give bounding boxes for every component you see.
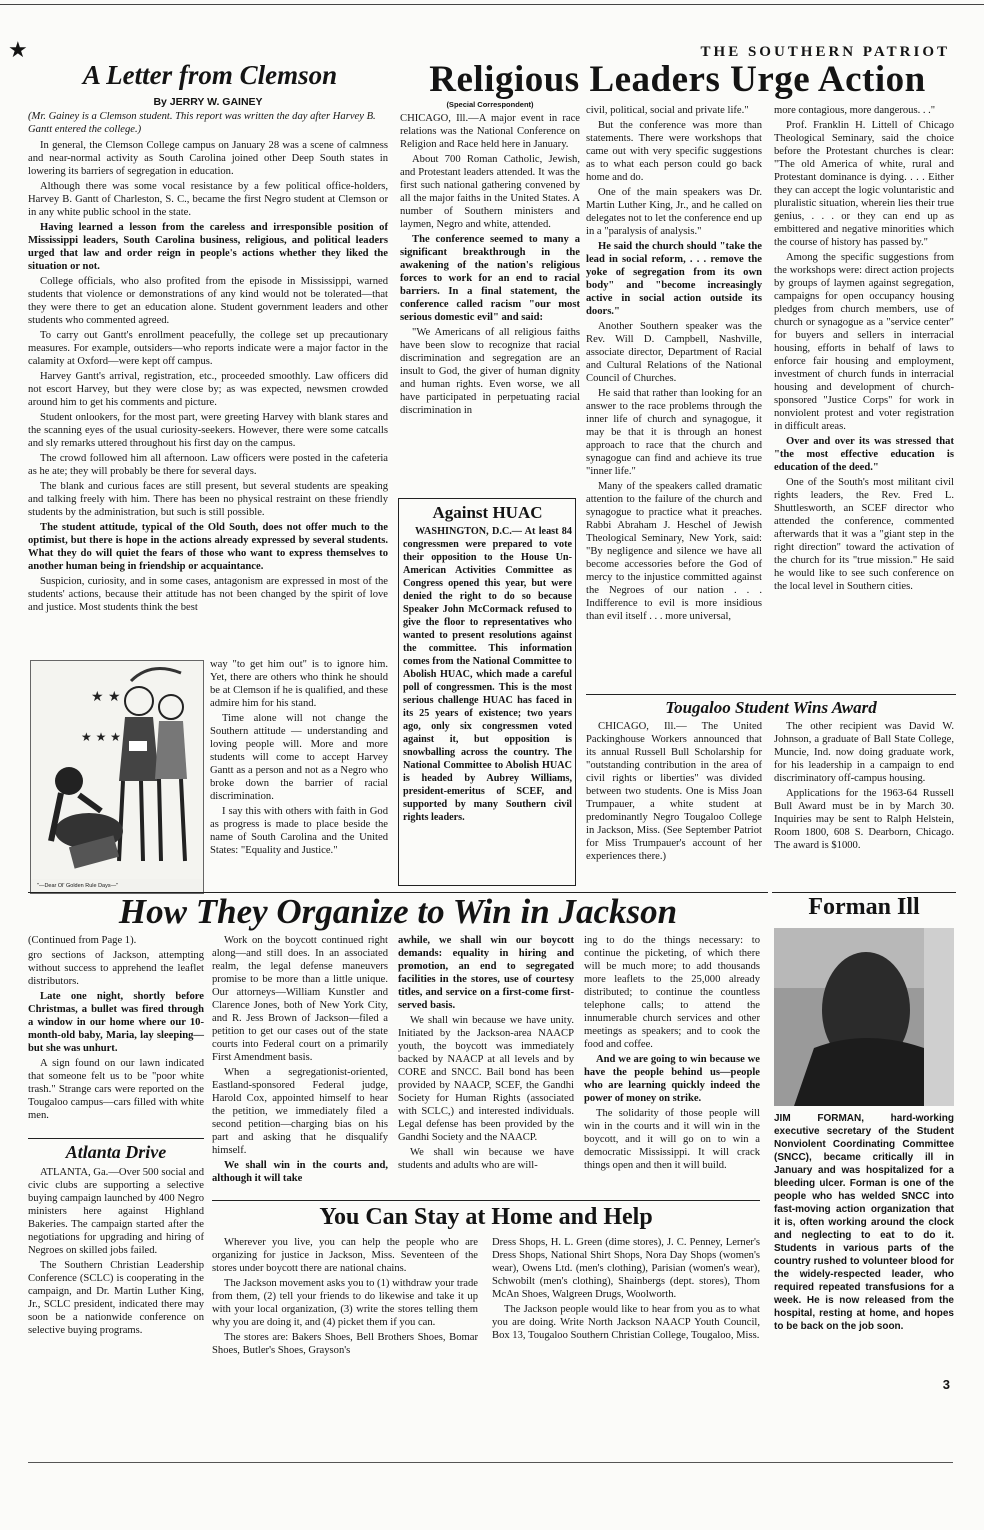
jackson-paragraph: A sign found on our lawn indicated that someone felt us to be "poor white trash." Strange cars were reported on the Tougaloo campus—cars filled with white men. — [28, 1058, 204, 1121]
forman-caption: JIM FORMAN, hard-working executive secretary of the Student Nonviolent Coordinating Committee (SNCC), became critically ill in January and was hospitalized for a bleeding ulcer. Forman is one of the people who has welded SNCC into fast-moving action organization that it is, often working around the clock and neglecting to eat to do it. Students in various parts of the country rushed to volunteer blood for the widely-respected leader, who required repeated transfusions for a week. He is now released from the hospital, resting at home, and hopes to be back on the job soon. — [774, 1113, 954, 1332]
svg-text:★ ★ ★: ★ ★ ★ — [81, 730, 121, 744]
jackson-paragraph: We shall win because we have students and adults who are will- — [398, 1147, 574, 1171]
religious-paragraph: But the conference was more than statements. There were workshops that came out with very specific suggestions as to what each person could go back home and do. — [586, 120, 762, 183]
jackson-column-4 — [584, 934, 760, 1174]
forman-top-rule — [772, 892, 956, 893]
top-border-rule — [0, 4, 984, 5]
home-column-1 — [212, 1236, 478, 1359]
home-paragraph: Wherever you live, you can help the people who are organizing for justice in Jackson, Miss. Seventeen of the stores under boycott there are national chains. — [212, 1237, 478, 1274]
huac-body: WASHINGTON, D.C.— At least 84 congressmen were prepared to vote their opposition to the House Un-American Activities Committee as Congress opened this year, but were denied the right to do so because Speaker John McCormack refused to give the floor to representatives who wanted to present resolutions against the committee. This information comes from the National Committee to Abolish HUAC, which made a careful poll of congressmen. This is the most serious challenge HUAC has faced in its 25 years of existence; two years ago, only six congressmen voted against it, but opposition is snowballing across the country. The National Committee to Abolish HUAC is headed by Aubrey Williams, president-emeritus of SCEF, and supported by many Southern civil rights leaders. — [403, 526, 572, 823]
clemson-paragraph: Student onlookers, for the most part, were greeting Harvey with blank stares and the scanning eyes of the usual curiosity-seekers. However, there were some catcalls and sly remarks uttered throughout his first day on the campus. — [28, 412, 388, 449]
religious-paragraph: Another Southern speaker was the Rev. Will D. Campbell, Nashville, associate director, Department of Racial and Cultural Relations of the National Council of Churches. — [586, 321, 762, 384]
clemson-byline: By JERRY W. GAINEY — [153, 96, 263, 108]
jackson-paragraph: Work on the boycott continued right along—and still does. In an associated realm, the legal defense maneuvers promise to be more than a little unique. Our attorneys—William Kunstler and Clarence Jones, both of New York City, and R. Jess Brown of Jackson—filed a petition to get our cases out of the state courts into Federal court on a primarily First Amendment basis. — [212, 935, 388, 1063]
clemson-paragraph: Harvey Gantt's arrival, registration, etc., proceeded smoothly. Law officers did not escort Harvey, but they were close by; as was expected, newsmen crowded around him to get his comments and picture. — [28, 371, 388, 408]
religious-paragraph: Prof. Franklin H. Littell of Chicago Theological Seminary, said the choice before the Protestant churches is clear: "The old America of white, rural and Protestant dominance is dying. . . . Either they can accept the logic voluntaristic and pluralistic situation, wherein lies their true genius, . . . or they can end up as embittered and negative minorities which the course of history has passed by." — [774, 120, 954, 248]
jackson-paragraph: ing to do the things necessary: to continue the picketing, of which there will be much more; to add thousands more leaflets to the 25,000 already distributed; to continue the countless telephone calls; to attend the innumerable church services and other meetings as speakers; and to cook the food and coffee. — [584, 935, 760, 1050]
portrait-image — [774, 928, 954, 1106]
home-top-rule — [212, 1200, 760, 1201]
huac-headline: Against HUAC — [432, 503, 543, 522]
cartoon-drawing — [31, 661, 203, 879]
page-number: 3 — [942, 1377, 950, 1392]
religious-paragraph: He said the church should "take the lead in social reform, . . . remove the yoke of segregation from its own body" and "become increasingly active in social action outside its doors." — [586, 241, 762, 317]
atlanta-paragraph: ATLANTA, Ga.—Over 500 social and civic clubs are supporting a selective buying campaign launched by 400 Negro ministers here against Highland Bakeries. The campaign started after the negotiations for upgrading and hiring of Negroes on skilled jobs failed. — [28, 1167, 204, 1256]
forman-headline: Forman Ill — [808, 894, 920, 920]
clemson-paragraph: Although there was some vocal resistance by a few political office-holders, Harvey B. Gantt of Charleston, S. C., became the first Negro student at Clemson or in any white public school in the state. — [28, 181, 388, 218]
jackson-paragraph: Late one night, shortly before Christmas, a bullet was fired through a window in our home where our 10-month-old baby, Maria, lay sleeping—but she was unhurt. — [28, 991, 204, 1054]
tougaloo-column-2 — [774, 720, 954, 854]
religious-paragraph: The conference seemed to many a significant breakthrough in the awakening of the nation's religious forces to work for an end to racial barriers. In a final statement, the conference called racism "our most serious domestic evil" and said: — [400, 234, 580, 323]
home-paragraph: The stores are: Bakers Shoes, Bell Brothers Shoes, Bomar Shoes, Butler's Shoes, Grayson's — [212, 1332, 478, 1356]
clemson-paragraph: I say this with others with faith in God as progress is made to place beside the name of South Carolina and the United States: "Equality and Justice." — [210, 806, 388, 856]
star-icon: ★ — [8, 38, 28, 63]
jackson-column-1 — [28, 934, 204, 1124]
religious-headline: Religious Leaders Urge Action — [429, 59, 926, 100]
home-headline: You Can Stay at Home and Help — [319, 1204, 653, 1230]
clemson-paragraph: The blank and curious faces are still present, but several students are speaking and talking freely with him. There has been no physical restraint on these friendly students by the administration, but such is still possible. — [28, 481, 388, 518]
tougaloo-paragraph: CHICAGO, Ill.— The United Packinghouse Workers announced that its annual Russell Bull Scholarship for "outstanding contribution in the area of civil rights or liberties" was divided between two students. One is Miss Joan Trumpauer, a white student at predominantly Negro Tougaloo College in Jackson, Miss. (See September Patriot for Miss Trumpauer's account of her experiences there.) — [586, 721, 762, 862]
tougaloo-top-rule — [586, 694, 956, 695]
atlanta-headline: Atlanta Drive — [65, 1142, 167, 1162]
jackson-paragraph: (Continued from Page 1). — [28, 935, 137, 946]
forman-photo — [774, 928, 954, 1106]
home-paragraph: The Jackson movement asks you to (1) withdraw your trade from them, (2) tell your friends to do likewise and take it up with your local organization, (3) write the stores telling them why you are doing it, and (4) picket them if you can. — [212, 1278, 478, 1328]
clemson-paragraph: The crowd followed him all afternoon. Law officers were posted in the cafeteria as he ate; they will probably be there for several days. — [28, 453, 388, 477]
jackson-paragraph: We shall win because we have unity. Initiated by the Jackson-area NAACP youth, the boycott was immediately backed by NAACP at all levels and by CORE and SNCC. Bail bond has been provided by NAACP, SCEF, the Gandhi Society for Human Rights (associated with SCLC,) and interested individuals. Legal defense has been provided by the Gandhi Society and the NAACP. — [398, 1015, 574, 1143]
religious-paragraph: more contagious, more dangerous. . ." — [774, 105, 936, 116]
jackson-paragraph: The solidarity of those people will win in the courts and it will win in the boycott, and it will go on to win a democratic Mississippi. It will crack things open and then it will build. — [584, 1108, 760, 1171]
religious-paragraph: Over and over its was stressed that "the most effective education is education of the deed." — [774, 436, 954, 473]
clemson-headline: A Letter from Clemson — [82, 60, 338, 90]
religious-paragraph: CHICAGO, Ill.—A major event in race relations was the National Conference on Religion and Race held here in January. — [400, 113, 580, 150]
religious-paragraph: He said that rather than looking for an answer to the race problems through the inner life of church and synagogue, it may be that it is through an honest approach to race that the church and synagogue can find and achieve its true "inner life." — [586, 388, 762, 477]
clemson-paragraph: The student attitude, typical of the Old South, does not offer much to the optimist, but there is hope in the actions already expressed by several students. What they do will quiet the fears of those who want to express themselves to another human being in friendship or acquaintance. — [28, 522, 388, 572]
svg-text:★ ★: ★ ★ — [91, 689, 121, 705]
home-paragraph: The Jackson people would like to hear from you as to what you are doing. Write North Jackson NAACP Youth Council, Box 13, Tougaloo Southern Christian College, Tougaloo, Miss. — [492, 1304, 760, 1341]
tougaloo-headline: Tougaloo Student Wins Award — [665, 698, 877, 717]
special-correspondent-tag: (Special Correspondent) — [446, 100, 534, 109]
clemson-paragraph: In general, the Clemson College campus on January 28 was a scene of calmness and near-normal activity as South Carolina joined other Deep South states in lowering its barriers of segregation in education. — [28, 140, 388, 177]
clemson-paragraph: Suspicion, curiosity, and in some cases, antagonism are expressed in most of the students' actions, because their attitude has not been changed by the spirit of love and justice. Most students think the best — [28, 576, 388, 613]
tougaloo-paragraph: The other recipient was David W. Johnson, a graduate of Ball State College, Muncie, Ind. now doing graduate work, for his leadership in a campaign to end discriminatory off-campus housing. — [774, 721, 954, 784]
clemson-paragraph: To carry out Gantt's enrollment peacefully, the college set up precautionary measures. For example, outsiders—who reports indicate were a major factor in the calamity at Oxford—were kept off campus. — [28, 330, 388, 367]
religious-column-1 — [400, 112, 580, 419]
jackson-paragraph: We shall win in the courts and, although it will take — [212, 1160, 388, 1184]
tougaloo-paragraph: Applications for the 1963-64 Russell Bull Award must be in by March 30. Inquiries may be sent to Ralph Helstein, Room 1800, 608 S. Dearborn, Chicago. The award is $1000. — [774, 788, 954, 851]
cartoon-caption: "—Dear Ol' Golden Rule Days—" — [37, 883, 119, 889]
religious-paragraph: One of the South's most militant civil rights leaders, the Rev. Fred L. Shuttlesworth, an SCEF director who attended the conference, commented afterwards that it was a "giant step in the right direction" toward the activation of the church for its "true mission." He said he would like to see such conference on the local level in Southern cities. — [774, 477, 954, 592]
religious-paragraph: About 700 Roman Catholic, Jewish, and Protestant leaders attended. It was the first such national gathering convened by all the major faiths in the United States. A number of Southern ministers and laymen, Negro and white, attended. — [400, 154, 580, 230]
jackson-headline: How They Organize to Win in Jackson — [118, 892, 678, 931]
tougaloo-column-1 — [586, 720, 762, 865]
masthead: THE SOUTHERN PATRIOT — [700, 44, 950, 60]
cartoon-illustration — [30, 660, 204, 894]
atlanta-paragraph: The Southern Christian Leadership Conference (SCLC) is cooperating in the campaign, and Dr. Martin Luther King, Jr., SCLC president, indicated there may soon be a nationwide conference on selective buying programs. — [28, 1260, 204, 1336]
religious-paragraph: "We Americans of all religious faiths have been slow to recognize that racial discrimination and segregation are an insult to God, the giver of human dignity and human rights. Even worse, we all have participated in perpetuating racial discrimination in — [400, 327, 580, 416]
clemson-article-body — [28, 139, 388, 616]
clemson-paragraph: Time alone will not change the Southern attitude — understanding and loving people will. More and more students will come to accept Harvey Gantt as a person and not as a Negro who broke down the barrier of racial discrimination. — [210, 713, 388, 802]
jackson-paragraph: awhile, we shall win our boycott demands: equality in hiring and promotion, an end to segregated facilities in the stores, use of courtesy titles, and service on a first-come first-served basis. — [398, 935, 574, 1011]
jackson-paragraph: When a segregationist-oriented, Eastland-sponsored Federal judge, Harold Cox, appointed himself to hear the petition, we immediately filed a second petition—charging bias on his part and asking that he disqualify himself. — [212, 1067, 388, 1156]
jackson-paragraph: And we are going to win because we have the people behind us—people who are learning quickly indeed the power of money on strike. — [584, 1054, 760, 1104]
against-huac-box — [398, 498, 576, 886]
clemson-paragraph: College officials, who also profited from the episode in Mississippi, warned students that violence or demonstrations of any kind would not be tolerated—that they were there to get an education alone. Student government leaders and other students who commented agreed. — [28, 276, 388, 326]
home-column-2 — [492, 1236, 760, 1344]
jackson-column-3 — [398, 934, 574, 1174]
clemson-editor-note: (Mr. Gainey is a Clemson student. This report was written the day after Harvey B. Gantt entered the college.) — [28, 111, 376, 135]
bottom-border-rule — [28, 1462, 953, 1463]
atlanta-body — [28, 1166, 204, 1339]
jackson-column-2 — [212, 934, 388, 1187]
atlanta-top-rule — [28, 1138, 204, 1139]
religious-paragraph: civil, political, social and private life." — [586, 105, 749, 116]
clemson-article-continued — [210, 658, 388, 859]
clemson-paragraph: Having learned a lesson from the careless and irresponsible position of Mississippi leaders, South Carolina business, religious, and political leaders urged that law and order reign in people's actions whether they liked the situation or not. — [28, 222, 388, 272]
religious-column-2 — [586, 104, 762, 625]
clemson-paragraph: way "to get him out" is to ignore him. Yet, there are others who think he should be at Clemson if he is qualified, and these admire him for his stand. — [210, 659, 388, 709]
home-paragraph: Dress Shops, H. L. Green (dime stores), J. C. Penney, Lerner's Dress Shops, National Shirt Shops, Nora Day Shops (women's wear), Owens Ltd. (men's clothing), Parisian (women's wear), Schwobilt (men's clothing), Shainbergs (dept. stores), Thom McAn Shoes, Walgreen Drugs, Woolworth. — [492, 1237, 760, 1300]
religious-paragraph: Among the specific suggestions from the workshops were: direct action projects by groups of laymen against segregation, campaigns for open occupancy housing pledges from church members, use of church or synagogue as a "service center" for buyers and sellers in interracial housing, efforts in behalf of laws to enforce fair housing and employment, investment of church funds in interracial housing and development of church-sponsored "Justice Corps" for work in nonviolent protest and voter registration in difficult areas. — [774, 252, 954, 432]
religious-paragraph: Many of the speakers called dramatic attention to the failure of the church and synagogue to practice what it preaches. Rabbi Abraham J. Heschel of Jewish Theological Seminary, New York, said: "By negligence and silence we have all become accessories before the God of mercy to the injustice committed against the Negroes of our nation . . . Indifference to evil is more insidious than evil itself . . . more universal, — [586, 481, 762, 622]
religious-column-3 — [774, 104, 954, 595]
religious-paragraph: One of the main speakers was Dr. Martin Luther King, Jr., and he called on delegates not to let the conference end up in a "paralysis of analysis." — [586, 187, 762, 237]
jackson-paragraph: gro sections of Jackson, attempting without success to apprehend the leaflet distributors. — [28, 950, 204, 987]
